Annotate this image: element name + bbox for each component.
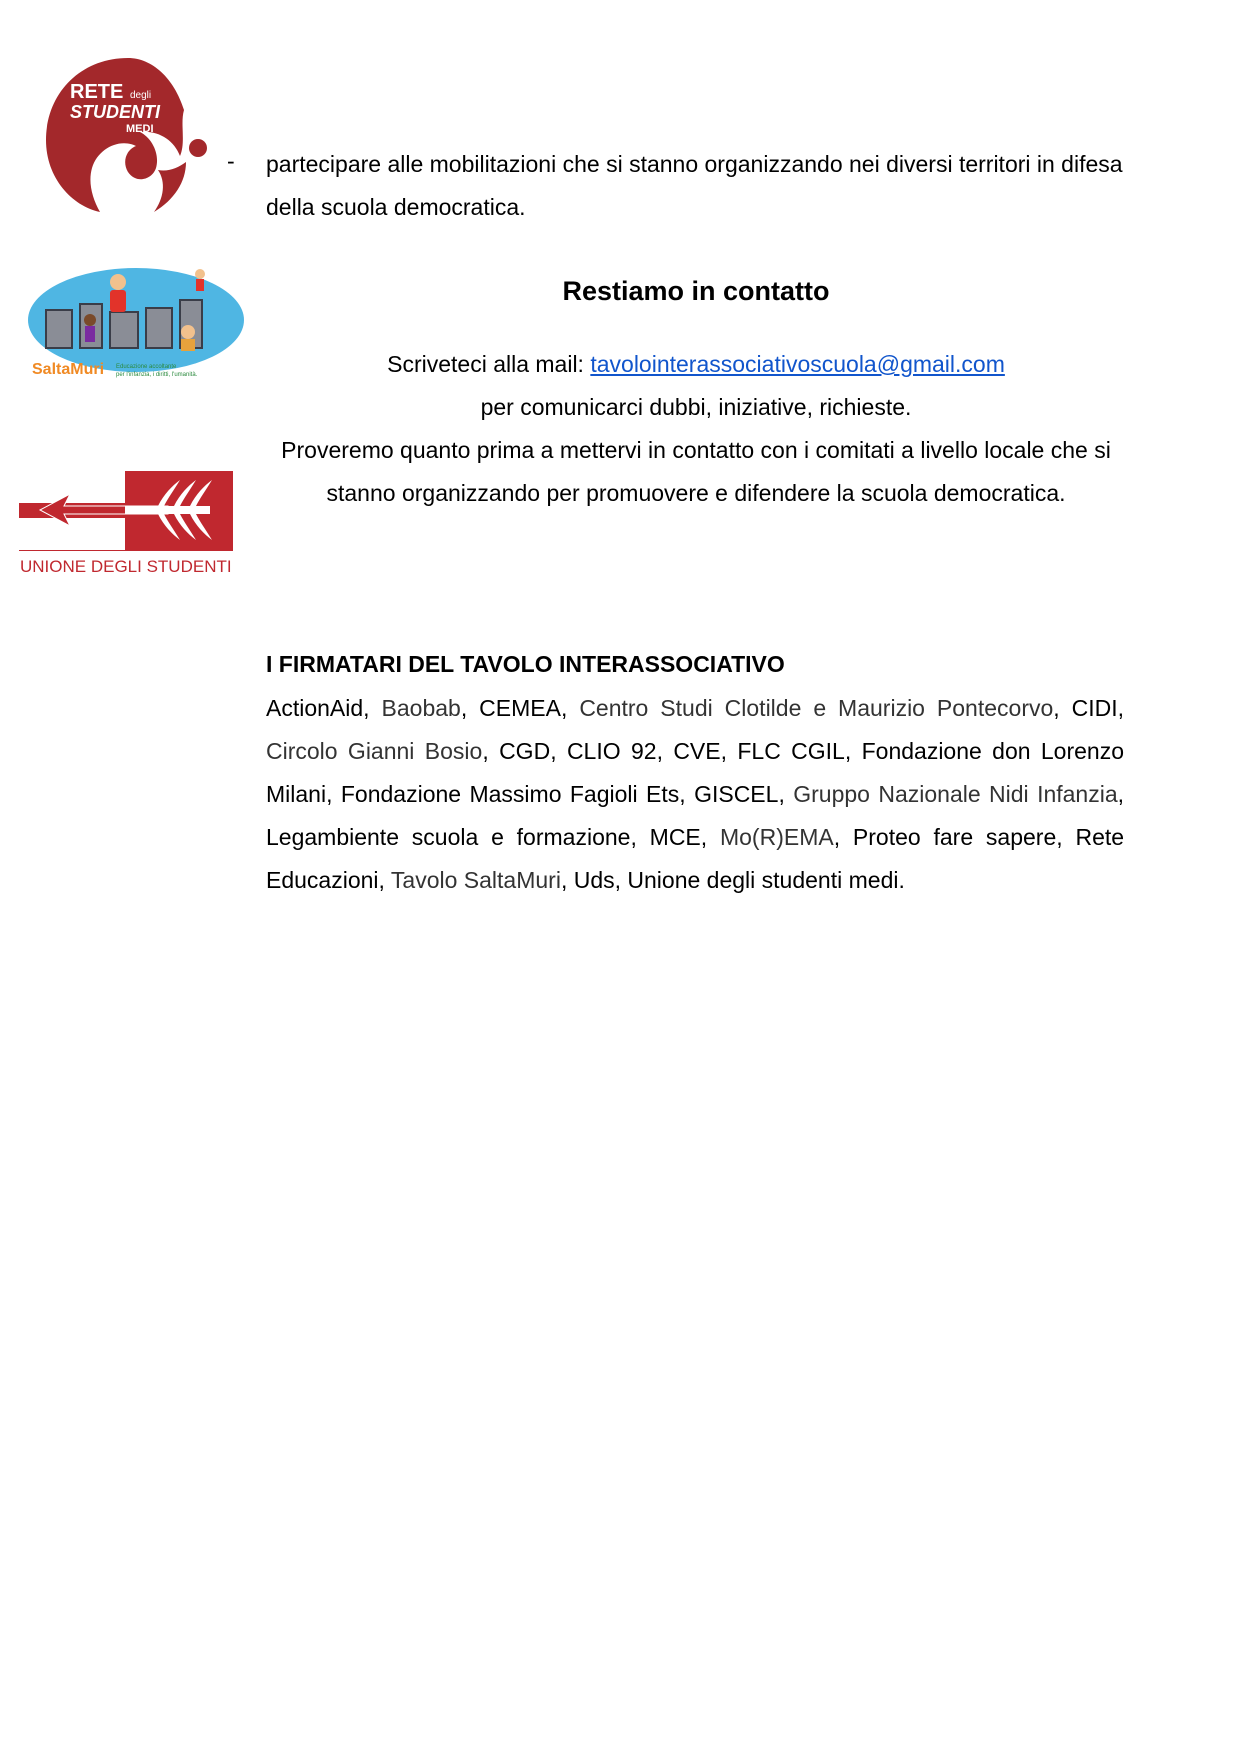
signatory-item: Centro Studi Clotilde e Maurizio Pontecorvo: [579, 695, 1054, 721]
rete-logo-line3: MEDI: [126, 123, 154, 135]
signatory-item: Gruppo Nazionale Nidi Infanzia: [793, 781, 1118, 807]
contact-mail-prefix: Scriveteci alla mail:: [387, 351, 591, 377]
signatory-item: Circolo Gianni Bosio: [266, 738, 483, 764]
contact-block: [266, 343, 1126, 515]
rete-logo-line1: RETE: [70, 81, 124, 103]
contact-mail-line: [266, 343, 1126, 386]
signatory-item: Fondazione don Lorenzo Milani: [266, 738, 1125, 807]
saltamuri-logo-tagline1: Educazione accoltante: [116, 364, 177, 370]
signatory-item: Legambiente scuola e formazione: [266, 824, 631, 850]
signatory-item: CEMEA: [479, 695, 561, 721]
uds-logo-name: UNIONE DEGLI STUDENTI: [20, 557, 232, 576]
signatory-item: CVE: [673, 738, 721, 764]
unione-degli-studenti-logo: [18, 470, 238, 578]
bullet-dash: -: [227, 148, 235, 174]
signatory-item: MCE: [649, 824, 701, 850]
signatory-item: Fondazione Massimo Fagioli Ets: [340, 781, 680, 807]
contact-line-3: Proveremo quanto prima a mettervi in contatto con i comitati a livello locale che si stanno organizzando per promuovere e difendere la scuola democratica.: [281, 437, 1111, 506]
signatories-heading: I FIRMATARI DEL TAVOLO INTERASSOCIATIVO: [266, 651, 785, 677]
signatory-item: CGD: [499, 738, 551, 764]
signatory-item: Mo(R)EMA: [719, 824, 834, 850]
contact-email-link[interactable]: tavolointerassociativoscuola@gmail.com: [590, 351, 1005, 377]
rete-logo-line1b: degli: [130, 90, 152, 101]
signatories-list: ActionAid, Baobab, CEMEA, Centro Studi Clotilde e Maurizio Pontecorvo, CIDI, Circolo Gianni Bosio, CGD, CLIO 92, CVE, FLC CGIL, Fondazione don Lorenzo Milani, Fondazione Massimo Fagioli Ets, GISCEL, Gruppo Nazionale Nidi Infanzia, Legambiente scuola e formazione, MCE, Mo(R)EMA, Proteo fare sapere, Rete Educazioni, Tavolo SaltaMuri, Uds, Unione degli studenti medi.: [266, 695, 1125, 893]
signatory-item: FLC CGIL: [737, 738, 845, 764]
signatory-item: Rete Educazioni: [266, 824, 1125, 893]
contact-line-2: per comunicarci dubbi, iniziative, richieste.: [480, 394, 912, 420]
signatory-item: Tavolo SaltaMuri: [390, 867, 561, 893]
saltamuri-logo: [18, 262, 248, 392]
contact-title: Restiamo in contatto: [562, 276, 830, 306]
saltamuri-logo-name: SaltaMuri: [32, 361, 105, 378]
signatory-item: Unione degli studenti medi: [627, 867, 899, 893]
rete-logo-line2: STUDENTI: [70, 102, 160, 122]
signatory-item: Baobab: [381, 695, 461, 721]
saltamuri-logo-tagline2: per l'infanzia, i diritti, l'umanità.: [116, 372, 198, 378]
signatory-item: CLIO 92: [566, 738, 657, 764]
signatory-item: CIDI: [1071, 695, 1118, 721]
rete-studenti-medi-logo: [40, 50, 215, 215]
signatory-item: Uds: [573, 867, 615, 893]
signatory-item: GISCEL: [694, 781, 779, 807]
signatory-item: ActionAid: [266, 695, 364, 721]
signatory-item: Proteo fare sapere: [852, 824, 1057, 850]
bullet-text: partecipare alle mobilitazioni che si stanno organizzando nei diversi territori in difesa della scuola democratica.: [266, 151, 1123, 220]
